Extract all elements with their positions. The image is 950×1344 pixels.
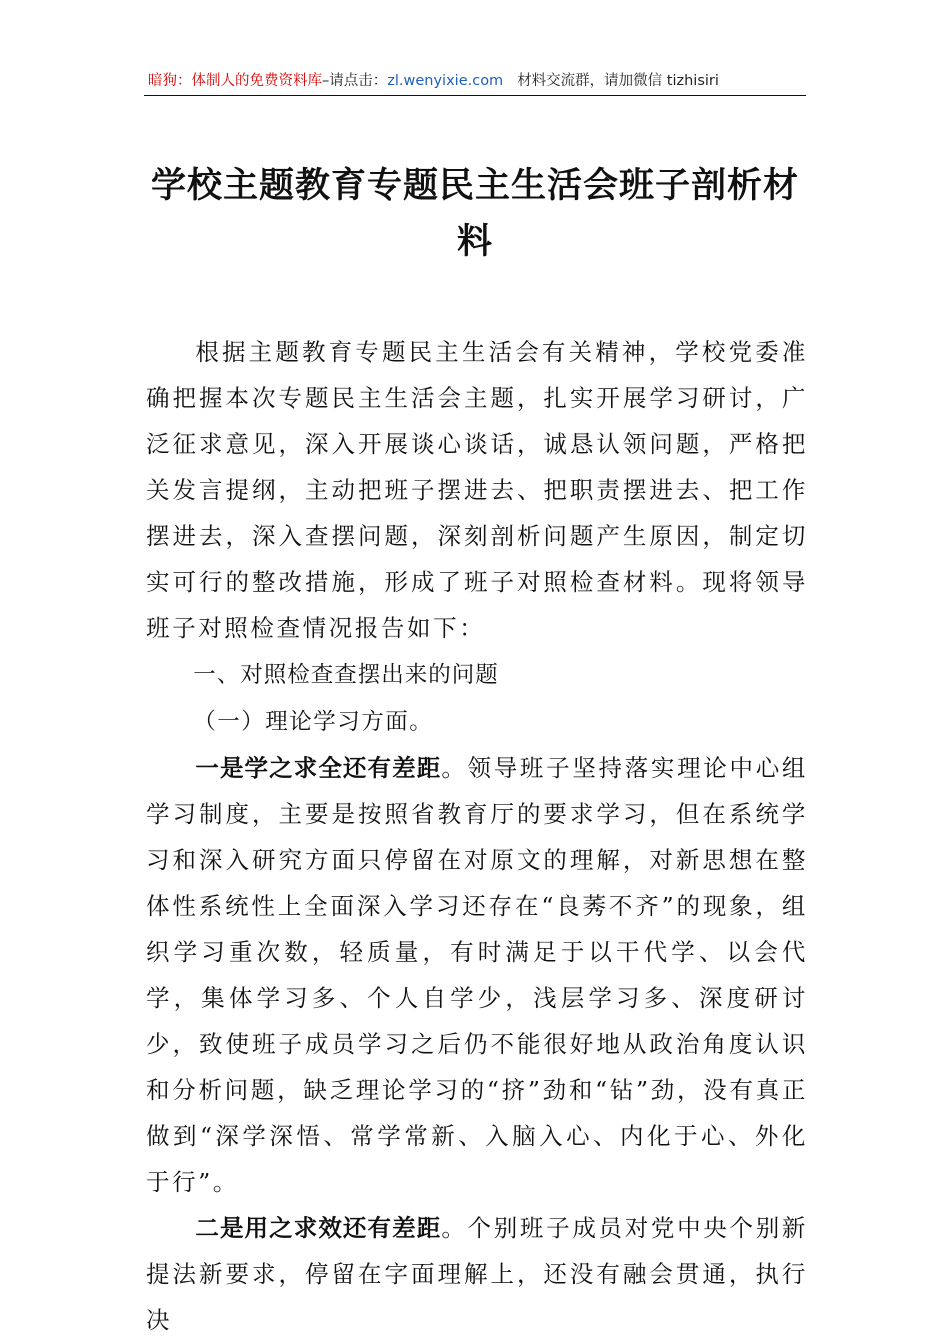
- header-site-label: 暗狗：体制人的免费资料库: [148, 73, 322, 89]
- point-1-lead: 一是学之求全还有差距: [195, 754, 442, 782]
- point-1-paragraph: [146, 745, 808, 1205]
- section-heading: 一、对照检查查摆出来的问题: [193, 662, 499, 688]
- point-2-paragraph: [146, 1205, 808, 1343]
- header-divider: [144, 95, 806, 96]
- title-line-1: 学校主题教育专题民主生活会班子剖析材: [150, 165, 799, 206]
- point-2-lead: 二是用之求效还有差距: [195, 1214, 442, 1242]
- point-2-text: 。个别班子成员对党中央个别新提法新要求，停留在字面理解上，还没有融会贯通，执行决: [146, 1214, 808, 1334]
- document-title: [140, 158, 810, 270]
- intro-paragraph: 根据主题教育专题民主生活会有关精神，学校党委准确把握本次专题民主生活会主题，扎实开展学习研讨，广泛征求意见，深入开展谈心谈话，诚恳认领问题，严格把关发言提纲，主动把班子摆进去、把职责摆进去、把工作摆进去，深入查摆问题，深刻剖析问题产生原因，制定切实可行的整改措施，形成了班子对照检查材料。现将领导班子对照检查情况报告如下：: [146, 338, 808, 642]
- document-body: [146, 329, 808, 1343]
- header-click-prompt: –请点击：: [322, 73, 388, 89]
- title-line-2: 料: [456, 221, 493, 262]
- subsection-heading: （一）理论学习方面。: [193, 709, 434, 735]
- point-1-text: 。领导班子坚持落实理论中心组学习制度，主要是按照省教育厅的要求学习，但在系统学习和深入研究方面只停留在对原文的理解，对新思想在整体性系统性上全面深入学习还存在“良莠不齐”的现象，组织学习重次数，轻质量，有时满足于以干代学、以会代学，集体学习多、个人自学少，浅层学习多、深度研讨少，致使班子成员学习之后仍不能很好地从政治角度认识和分析问题，缺乏理论学习的“挤”劲和“钻”劲，没有真正做到“深学深悟、常学常新、入脑入心、内化于心、外化于行”。: [146, 754, 808, 1196]
- header-group-note: 材料交流群，请加微信 tizhisiri: [517, 73, 719, 89]
- header-url-link[interactable]: zl.wenyixie.com: [387, 73, 504, 89]
- page-header: [148, 70, 806, 92]
